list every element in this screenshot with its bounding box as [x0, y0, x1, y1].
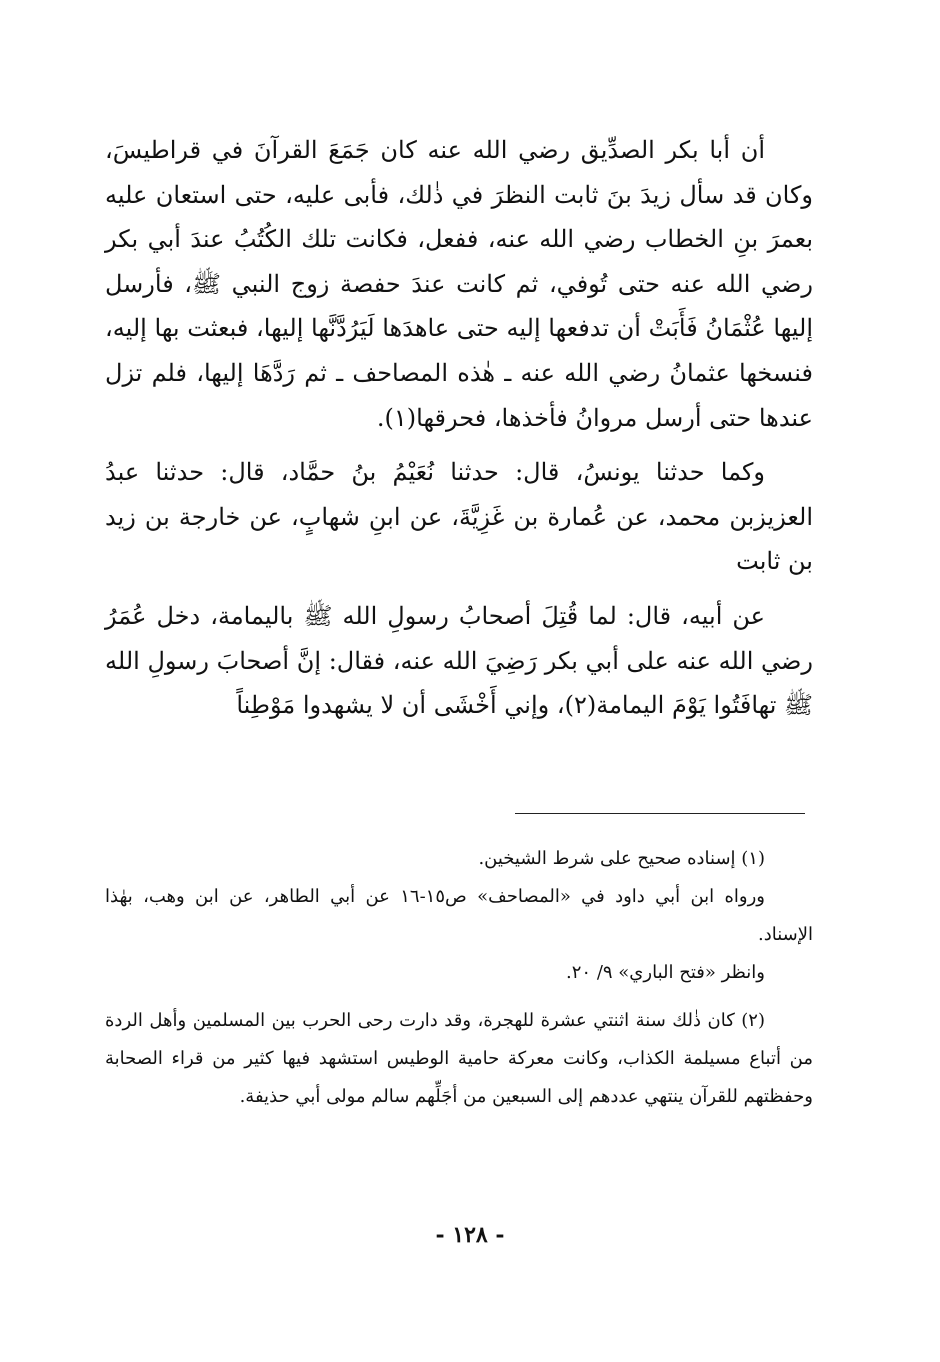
main-text — [105, 128, 813, 728]
footnotes — [105, 840, 813, 1116]
paragraph-2: وكما حدثنا يونسُ، قال: حدثنا نُعَيْمُ بنُ حمَّاد، قال: حدثنا عبدُ العزيزبن محمد، عن عُمارة بن غَزِيَّةَ، عن ابنِ شهابٍ، عن خارجة بن زيد بن ثابت — [105, 458, 813, 576]
footnote-1-line: (١) إسناده صحيح على شرط الشيخين. — [478, 848, 765, 869]
footnote-2: (٢) كان ذٰلك سنة اثنتي عشرة للهجرة، وقد دارت رحى الحرب بين المسلمين وأهل الردة من أتباع مسيلمة الكذاب، وكانت معركة حامية الوطيس استشهد فيها كثير من قراء الصحابة وحفظتهم للقرآن ينتهي عددهم إلى السبعين من أجَلِّهم سالم مولى أبي حذيفة. — [105, 1010, 813, 1107]
page-number: - ١٢٨ - — [435, 1222, 505, 1248]
footnote-1-source: ورواه ابن أبي داود في «المصاحف» ص١٥-١٦ عن أبي الطاهر، عن ابن وهب، بهٰذا الإسناد. — [105, 886, 813, 945]
footnote-1-see-also: وانظر «فتح الباري» ٩/ ٢٠. — [566, 962, 765, 983]
footnote-separator — [515, 813, 805, 814]
paragraph-1: أن أبا بكر الصدِّيق رضي الله عنه كان جَمَعَ القرآنَ في قراطيسَ، وكان قد سأل زيدَ بنَ ثابت النظرَ في ذٰلك، فأبى عليه، حتى استعان عليه بعمرَ بنِ الخطاب رضي الله عنه، ففعل، فكانت تلك الكُتُبُ عندَ أبي بكر رضي الله عنه حتى تُوفي، ثم كانت عندَ حفصة زوج النبي ﷺ، فأرسل إليها عُثْمَانُ فَأَبَتْ أن تدفعها إليه حتى عاهدَها لَيَرُدَّنَّها إليها، فبعثت بها إليه، فنسخها عثمانُ رضي الله عنه ـ هٰذه المصاحف ـ ثم رَدَّهَا إليها، فلم تزل عندها حتى أرسل مروانُ فأخذها، فحرقها(١). — [105, 136, 814, 432]
paragraph-3: عن أبيه، قال: لما قُتِلَ أصحابُ رسولِ الله ﷺ باليمامة، دخل عُمَرُ رضي الله عنه على أبي بكر رَضِيَ الله عنه، فقال: إنَّ أصحابَ رسولِ الله ﷺ تهافَتُوا يَوْمَ اليمامة(٢)، وإني أَخْشَى أن لا يشهدوا مَوْطِناً — [105, 601, 813, 720]
footnote-gap — [105, 992, 813, 1002]
